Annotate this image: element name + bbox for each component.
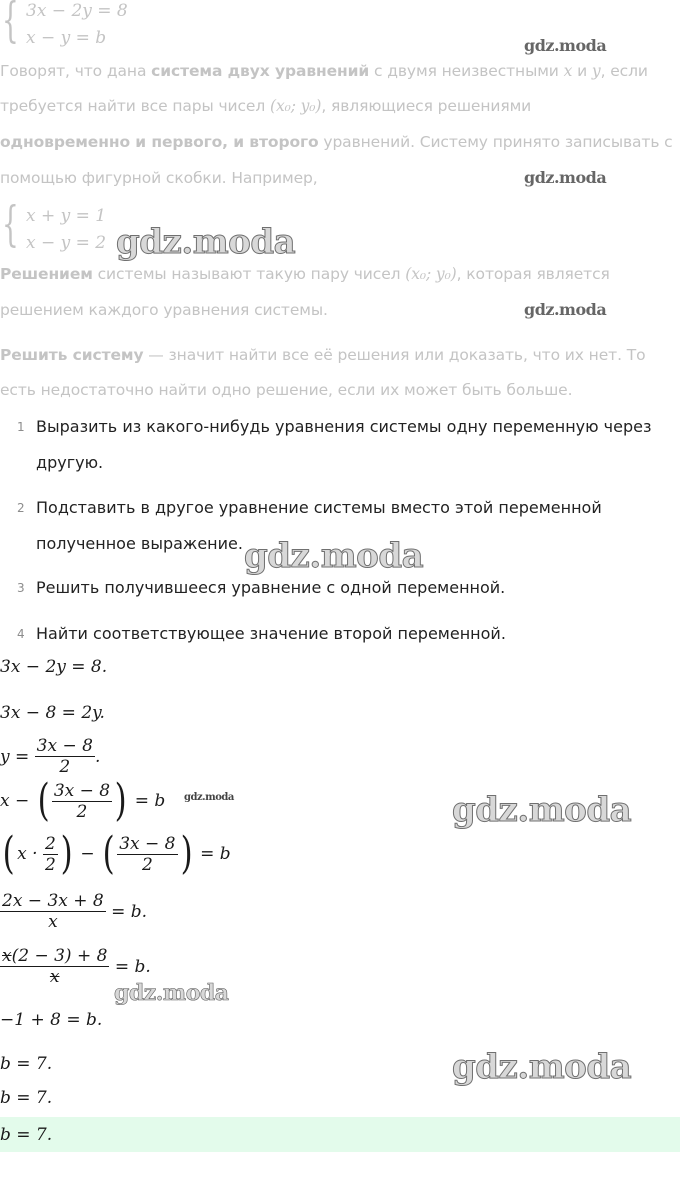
work-line-9: b = 7. bbox=[0, 1054, 53, 1074]
step-number: 4 bbox=[17, 627, 25, 641]
brace-example: { bbox=[2, 196, 19, 252]
answer-highlight bbox=[0, 1117, 680, 1152]
work-line-7: $\frac{x(2 - 3) + 8}{x}$ = b. bbox=[2, 946, 151, 987]
watermark: gdz.moda bbox=[524, 36, 607, 55]
answer-line: b = 7. bbox=[0, 1125, 53, 1145]
watermark: gdz.moda bbox=[114, 980, 229, 1006]
step-number: 1 bbox=[17, 420, 25, 434]
definition-line-1: Говорят, что дана система двух уравнений с двумя неизвестными x и y, если bbox=[0, 62, 648, 80]
step-number: 3 bbox=[17, 581, 25, 595]
watermark: gdz.moda bbox=[116, 222, 296, 262]
work-line-3: y = $\frac{3x - 8}{2}$ . bbox=[0, 736, 101, 777]
brace-intro: { bbox=[2, 0, 19, 48]
solution-def-line-1: Решением системы называют такую пару чисел (x₀; y₀), которая является bbox=[0, 265, 610, 283]
watermark: gdz.moda bbox=[524, 300, 607, 319]
step-text: другую. bbox=[36, 453, 104, 472]
work-line-6: $\frac{2x - 3x + 8}{x}$ = b. bbox=[2, 891, 148, 932]
work-line-8: −1 + 8 = b. bbox=[0, 1010, 103, 1030]
work-line-5: ( x · $\frac{2}{2}$ ) − ( $\frac{3x - 8}{2}$ ) = b bbox=[2, 828, 231, 879]
solve-def-line-1: Решить систему — значит найти все её решения или доказать, что их нет. То bbox=[0, 346, 646, 364]
step-text: Найти соответствующее значение второй переменной. bbox=[36, 624, 506, 643]
watermark: gdz.moda bbox=[244, 536, 424, 576]
intro-eq-2: x − y = b bbox=[26, 28, 107, 48]
work-line-2: 3x − 8 = 2y. bbox=[0, 703, 105, 723]
step-text: Подставить в другое уравнение системы вместо этой переменной bbox=[36, 498, 602, 517]
watermark: gdz.moda bbox=[184, 792, 234, 803]
work-line-4: x − ( $\frac{3x - 8}{2}$ ) = b bbox=[0, 775, 166, 826]
definition-line-2: требуется найти все пары чисел (x₀; y₀), являющиеся решениями bbox=[0, 97, 532, 115]
definition-line-4: помощью фигурной скобки. Например, bbox=[0, 169, 318, 187]
solution-def-line-2: решением каждого уравнения системы. bbox=[0, 301, 328, 319]
step-number: 2 bbox=[17, 501, 25, 515]
step-text: Выразить из какого-нибудь уравнения системы одну переменную через bbox=[36, 417, 652, 436]
definition-line-3: одновременно и первого, и второго уравнений. Систему принято записывать с bbox=[0, 133, 673, 151]
watermark: gdz.moda bbox=[452, 790, 632, 830]
example-eq-1: x + y = 1 bbox=[26, 206, 107, 226]
step-text: полученное выражение. bbox=[36, 534, 243, 553]
watermark: gdz.moda bbox=[524, 168, 607, 187]
work-line-10: b = 7. bbox=[0, 1088, 53, 1108]
watermark: gdz.moda bbox=[452, 1047, 632, 1087]
intro-eq-1: 3x − 2y = 8 bbox=[26, 1, 128, 21]
step-text: Решить получившееся уравнение с одной переменной. bbox=[36, 578, 506, 597]
work-line-1: 3x − 2y = 8. bbox=[0, 657, 108, 677]
solve-def-line-2: есть недостаточно найти одно решение, если их может быть больше. bbox=[0, 381, 573, 399]
example-eq-2: x − y = 2 bbox=[26, 233, 107, 253]
